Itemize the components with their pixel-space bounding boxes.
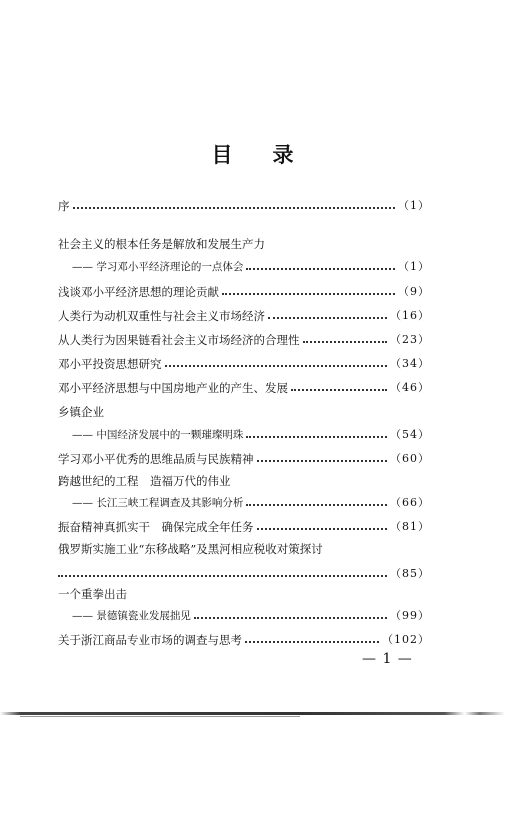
toc-entry-title: 邓小平经济思想与中国房地产业的产生、发展: [58, 381, 288, 395]
dot-leader: [165, 365, 388, 367]
toc-entry[interactable]: [58, 377, 430, 395]
toc-entry-page: （9）: [398, 285, 430, 298]
toc-entry-page: （60）: [390, 452, 430, 465]
toc-entry-page: （23）: [390, 333, 430, 346]
toc-entry-page: （1）: [398, 199, 430, 212]
dot-leader: [246, 504, 387, 506]
toc-entry-continuation[interactable]: [58, 563, 430, 581]
page-number: — 1 —: [362, 651, 413, 667]
dot-leader: [246, 436, 387, 438]
dot-leader: [73, 207, 396, 209]
toc-entry-subtitle[interactable]: [58, 492, 430, 510]
title-char-mu: 目: [211, 142, 233, 167]
page-title: [0, 139, 505, 169]
dot-leader: [257, 528, 388, 530]
toc-entry-page: （1）: [398, 260, 430, 273]
toc-entry-subtitle[interactable]: [58, 605, 430, 623]
toc-entry-page: （16）: [390, 309, 430, 322]
dot-leader: [291, 389, 387, 391]
toc-entry-page: （46）: [390, 381, 430, 394]
toc-entry-title: 从人类行为因果链看社会主义市场经济的合理性: [58, 333, 300, 347]
dot-leader: [194, 617, 387, 619]
toc-entry-title: 邓小平投资思想研究: [58, 357, 162, 371]
title-char-lu: 录: [272, 142, 294, 167]
toc-entry-heading[interactable]: 一个重拳出击: [58, 587, 127, 601]
dot-leader: [257, 460, 388, 462]
scan-edge-rule: [20, 716, 300, 717]
toc-entry[interactable]: [58, 353, 430, 371]
scan-edge-rule: [0, 712, 505, 715]
toc-entry-subtitle[interactable]: [58, 424, 430, 442]
toc-entry-title: —— 中国经济发展中的一颗璀璨明珠: [72, 429, 244, 441]
toc-entry-page: （34）: [390, 357, 430, 370]
dot-leader: [58, 575, 387, 577]
dot-leader: [245, 641, 379, 643]
toc-entry-title: 浅谈邓小平经济思想的理论贡献: [58, 285, 219, 299]
toc-entry-page: （85）: [390, 567, 430, 580]
toc-entry-page: （102）: [382, 633, 430, 646]
toc-entry[interactable]: [58, 629, 430, 647]
toc-entry-title: 学习邓小平优秀的思维品质与民族精神: [58, 452, 254, 466]
toc-entry-title: 关于浙江商品专业市场的调查与思考: [58, 633, 242, 647]
toc-entry[interactable]: [58, 516, 430, 534]
toc-entry-page: （66）: [390, 496, 430, 509]
toc-entry-page: （54）: [390, 428, 430, 441]
dot-leader: [268, 317, 387, 319]
toc-entry-page: （81）: [390, 520, 430, 533]
toc-entry[interactable]: [58, 281, 430, 299]
toc-entry[interactable]: [58, 195, 430, 213]
dot-leader: [222, 293, 395, 295]
toc-entry-subtitle[interactable]: [58, 256, 430, 274]
toc-entry-title: —— 长江三峡工程调查及其影响分析: [72, 497, 244, 509]
toc-entry-heading[interactable]: 俄罗斯实施工业“东移战略”及黑河相应税收对策探讨: [58, 542, 323, 556]
toc-entry-heading[interactable]: 乡镇企业: [58, 405, 104, 419]
toc-entry[interactable]: [58, 448, 430, 466]
toc-entry-title: —— 学习邓小平经济理论的一点体会: [72, 261, 244, 273]
dot-leader: [246, 268, 395, 270]
toc-entry-title: 人类行为动机双重性与社会主义市场经济: [58, 309, 265, 323]
toc-entry[interactable]: [58, 305, 430, 323]
toc-entry-heading[interactable]: 社会主义的根本任务是解放和发展生产力: [58, 237, 265, 251]
toc-entry-title: 序: [58, 199, 70, 213]
toc-entry-page: （99）: [390, 609, 430, 622]
toc-entry[interactable]: [58, 329, 430, 347]
toc-entry-title: 振奋精神真抓实干 确保完成全年任务: [58, 520, 254, 534]
toc-entry-heading[interactable]: 跨越世纪的工程 造福万代的伟业: [58, 474, 231, 488]
toc-entry-title: —— 景德镇瓷业发展拙见: [72, 610, 191, 622]
dot-leader: [303, 341, 388, 343]
